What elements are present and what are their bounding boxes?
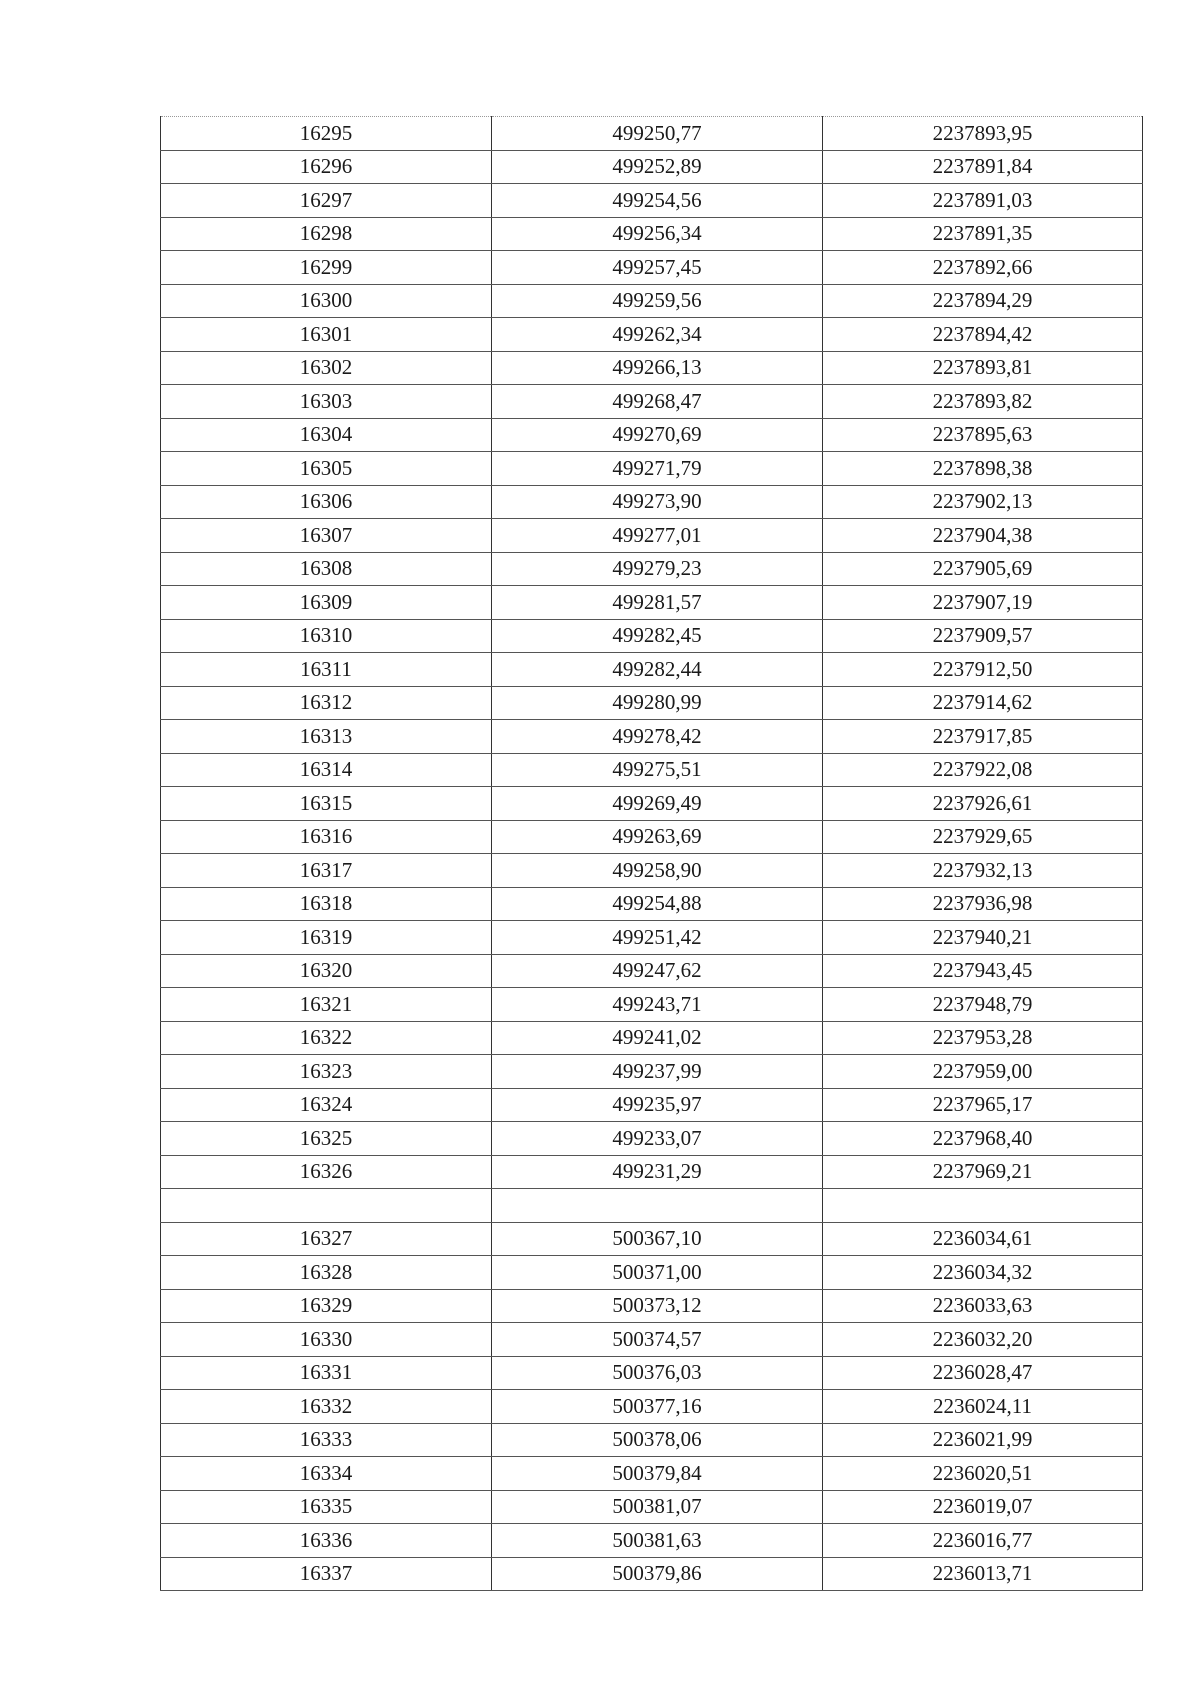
point-number-cell: 16313 [161,720,492,754]
y-coordinate-cell: 2236034,32 [823,1256,1143,1290]
y-coordinate-cell: 2236032,20 [823,1323,1143,1357]
x-coordinate-cell: 499271,79 [492,452,823,486]
table-row [161,1490,1143,1524]
table-row [161,653,1143,687]
y-coordinate-cell: 2237893,81 [823,351,1143,385]
point-number-cell: 16296 [161,150,492,184]
x-coordinate-cell: 499262,34 [492,318,823,352]
y-coordinate-cell: 2237926,61 [823,787,1143,821]
y-coordinate-cell: 2237968,40 [823,1122,1143,1156]
x-coordinate-cell: 499250,77 [492,117,823,151]
point-number-cell: 16317 [161,854,492,888]
table-row [161,753,1143,787]
point-number-cell: 16300 [161,284,492,318]
table-row [161,1323,1143,1357]
y-coordinate-cell: 2237932,13 [823,854,1143,888]
x-coordinate-cell: 499252,89 [492,150,823,184]
table-row [161,552,1143,586]
table-row [161,619,1143,653]
table-row [161,854,1143,888]
x-coordinate-cell: 500381,07 [492,1490,823,1524]
point-number-cell: 16333 [161,1423,492,1457]
x-coordinate-cell: 499237,99 [492,1055,823,1089]
table-row [161,686,1143,720]
table-row [161,318,1143,352]
x-coordinate-cell: 499275,51 [492,753,823,787]
x-coordinate-cell: 500378,06 [492,1423,823,1457]
y-coordinate-cell: 2236019,07 [823,1490,1143,1524]
y-coordinate-cell: 2237948,79 [823,988,1143,1022]
y-coordinate-cell: 2237917,85 [823,720,1143,754]
table-row [161,586,1143,620]
x-coordinate-cell: 499280,99 [492,686,823,720]
table-row [161,1088,1143,1122]
y-coordinate-cell: 2237922,08 [823,753,1143,787]
x-coordinate-cell: 499233,07 [492,1122,823,1156]
x-coordinate-cell: 499258,90 [492,854,823,888]
y-coordinate-cell: 2236028,47 [823,1356,1143,1390]
point-number-cell: 16308 [161,552,492,586]
table-row [161,485,1143,519]
point-number-cell [161,1189,492,1223]
point-number-cell: 16316 [161,820,492,854]
y-coordinate-cell: 2237893,95 [823,117,1143,151]
x-coordinate-cell: 500373,12 [492,1289,823,1323]
table-row [161,1423,1143,1457]
x-coordinate-cell: 499278,42 [492,720,823,754]
table-row [161,720,1143,754]
x-coordinate-cell: 499243,71 [492,988,823,1022]
table-row [161,1356,1143,1390]
y-coordinate-cell: 2237907,19 [823,586,1143,620]
table-row [161,1055,1143,1089]
table-row [161,887,1143,921]
x-coordinate-cell: 499259,56 [492,284,823,318]
y-coordinate-cell: 2236033,63 [823,1289,1143,1323]
table-row [161,117,1143,151]
y-coordinate-cell: 2236016,77 [823,1524,1143,1558]
x-coordinate-cell [492,1189,823,1223]
point-number-cell: 16319 [161,921,492,955]
point-number-cell: 16295 [161,117,492,151]
point-number-cell: 16330 [161,1323,492,1357]
x-coordinate-cell: 499241,02 [492,1021,823,1055]
point-number-cell: 16306 [161,485,492,519]
y-coordinate-cell: 2237891,03 [823,184,1143,218]
y-coordinate-cell: 2237912,50 [823,653,1143,687]
x-coordinate-cell: 499254,88 [492,887,823,921]
y-coordinate-cell: 2237940,21 [823,921,1143,955]
point-number-cell: 16305 [161,452,492,486]
point-number-cell: 16320 [161,954,492,988]
table-row [161,452,1143,486]
table-row [161,1122,1143,1156]
point-number-cell: 16299 [161,251,492,285]
point-number-cell: 16301 [161,318,492,352]
table-row [161,1222,1143,1256]
x-coordinate-cell: 499279,23 [492,552,823,586]
table-row [161,351,1143,385]
y-coordinate-cell: 2237895,63 [823,418,1143,452]
y-coordinate-cell [823,1189,1143,1223]
y-coordinate-cell: 2237965,17 [823,1088,1143,1122]
x-coordinate-cell: 499273,90 [492,485,823,519]
point-number-cell: 16322 [161,1021,492,1055]
table-row [161,1256,1143,1290]
y-coordinate-cell: 2236034,61 [823,1222,1143,1256]
table-row [161,1457,1143,1491]
y-coordinate-cell: 2236013,71 [823,1557,1143,1591]
table-row [161,184,1143,218]
x-coordinate-cell: 499254,56 [492,184,823,218]
y-coordinate-cell: 2237894,29 [823,284,1143,318]
x-coordinate-cell: 500377,16 [492,1390,823,1424]
y-coordinate-cell: 2237898,38 [823,452,1143,486]
y-coordinate-cell: 2236024,11 [823,1390,1143,1424]
point-number-cell: 16304 [161,418,492,452]
x-coordinate-cell: 499282,44 [492,653,823,687]
x-coordinate-cell: 499269,49 [492,787,823,821]
y-coordinate-cell: 2237936,98 [823,887,1143,921]
table-row [161,150,1143,184]
point-number-cell: 16314 [161,753,492,787]
table-row [161,1390,1143,1424]
point-number-cell: 16307 [161,519,492,553]
table-row [161,988,1143,1022]
point-number-cell: 16327 [161,1222,492,1256]
point-number-cell: 16323 [161,1055,492,1089]
table-row [161,1189,1143,1223]
point-number-cell: 16332 [161,1390,492,1424]
y-coordinate-cell: 2237969,21 [823,1155,1143,1189]
x-coordinate-cell: 500381,63 [492,1524,823,1558]
x-coordinate-cell: 500374,57 [492,1323,823,1357]
point-number-cell: 16329 [161,1289,492,1323]
point-number-cell: 16311 [161,653,492,687]
table-row [161,217,1143,251]
table-row [161,284,1143,318]
point-number-cell: 16302 [161,351,492,385]
x-coordinate-cell: 499270,69 [492,418,823,452]
x-coordinate-cell: 499235,97 [492,1088,823,1122]
point-number-cell: 16315 [161,787,492,821]
point-number-cell: 16337 [161,1557,492,1591]
x-coordinate-cell: 499268,47 [492,385,823,419]
coordinates-table-body [161,117,1143,1591]
point-number-cell: 16321 [161,988,492,1022]
x-coordinate-cell: 499257,45 [492,251,823,285]
x-coordinate-cell: 500371,00 [492,1256,823,1290]
table-row [161,1155,1143,1189]
point-number-cell: 16324 [161,1088,492,1122]
y-coordinate-cell: 2237902,13 [823,485,1143,519]
x-coordinate-cell: 499256,34 [492,217,823,251]
y-coordinate-cell: 2237943,45 [823,954,1143,988]
table-row [161,385,1143,419]
x-coordinate-cell: 500379,86 [492,1557,823,1591]
point-number-cell: 16298 [161,217,492,251]
x-coordinate-cell: 499277,01 [492,519,823,553]
point-number-cell: 16326 [161,1155,492,1189]
point-number-cell: 16331 [161,1356,492,1390]
y-coordinate-cell: 2236021,99 [823,1423,1143,1457]
y-coordinate-cell: 2237891,84 [823,150,1143,184]
y-coordinate-cell: 2236020,51 [823,1457,1143,1491]
y-coordinate-cell: 2237959,00 [823,1055,1143,1089]
table-row [161,1524,1143,1558]
table-row [161,954,1143,988]
coordinates-table [160,116,1143,1591]
y-coordinate-cell: 2237953,28 [823,1021,1143,1055]
x-coordinate-cell: 500367,10 [492,1222,823,1256]
point-number-cell: 16328 [161,1256,492,1290]
table-row [161,1021,1143,1055]
point-number-cell: 16310 [161,619,492,653]
x-coordinate-cell: 499247,62 [492,954,823,988]
y-coordinate-cell: 2237909,57 [823,619,1143,653]
x-coordinate-cell: 499266,13 [492,351,823,385]
point-number-cell: 16336 [161,1524,492,1558]
point-number-cell: 16309 [161,586,492,620]
x-coordinate-cell: 500379,84 [492,1457,823,1491]
point-number-cell: 16318 [161,887,492,921]
table-row [161,921,1143,955]
table-row [161,1557,1143,1591]
table-row [161,787,1143,821]
table-row [161,820,1143,854]
point-number-cell: 16297 [161,184,492,218]
y-coordinate-cell: 2237891,35 [823,217,1143,251]
x-coordinate-cell: 499231,29 [492,1155,823,1189]
x-coordinate-cell: 499281,57 [492,586,823,620]
table-row [161,251,1143,285]
y-coordinate-cell: 2237904,38 [823,519,1143,553]
y-coordinate-cell: 2237905,69 [823,552,1143,586]
point-number-cell: 16325 [161,1122,492,1156]
point-number-cell: 16303 [161,385,492,419]
x-coordinate-cell: 500376,03 [492,1356,823,1390]
point-number-cell: 16334 [161,1457,492,1491]
point-number-cell: 16312 [161,686,492,720]
table-row [161,1289,1143,1323]
y-coordinate-cell: 2237892,66 [823,251,1143,285]
x-coordinate-cell: 499282,45 [492,619,823,653]
x-coordinate-cell: 499251,42 [492,921,823,955]
y-coordinate-cell: 2237929,65 [823,820,1143,854]
y-coordinate-cell: 2237914,62 [823,686,1143,720]
y-coordinate-cell: 2237893,82 [823,385,1143,419]
table-row [161,418,1143,452]
table-row [161,519,1143,553]
point-number-cell: 16335 [161,1490,492,1524]
x-coordinate-cell: 499263,69 [492,820,823,854]
y-coordinate-cell: 2237894,42 [823,318,1143,352]
